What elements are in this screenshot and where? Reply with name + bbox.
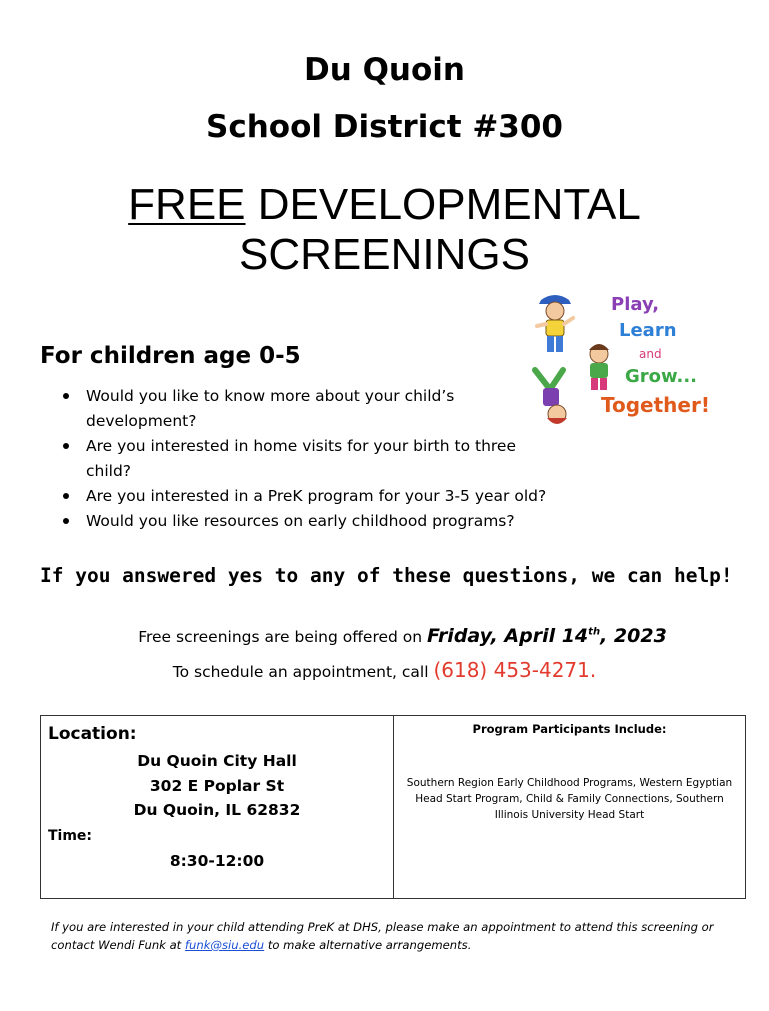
list-item: Are you interested in home visits for your birth to three child? xyxy=(62,434,546,484)
footnote-text: If you are interested in your child attending PreK at DHS, please make an appointment to attend this screening or contact Wendi Funk at xyxy=(51,920,714,952)
age-subheading: For children age 0-5 xyxy=(40,343,301,369)
district-name: Du Quoin xyxy=(303,52,465,88)
time-label: Time: xyxy=(48,828,93,844)
street-address: 302 E Poplar St xyxy=(149,777,285,795)
list-item: Would you like resources on early childhood programs? xyxy=(62,509,546,534)
venue-name: Du Quoin City Hall xyxy=(137,752,297,770)
headline-line-2: SCREENINGS xyxy=(239,230,530,279)
logo-word-play: Play, xyxy=(611,294,660,315)
district-number: School District #300 xyxy=(206,109,563,145)
logo-word-learn: Learn xyxy=(619,320,677,341)
logo-word-together: Together! xyxy=(601,393,710,417)
screening-date-line xyxy=(18,627,769,646)
headline-free: FREE xyxy=(128,180,246,229)
child-figure-icon xyxy=(537,295,573,352)
participants-cell xyxy=(394,716,745,898)
location-label: Location: xyxy=(48,724,137,744)
schedule-line xyxy=(0,660,769,681)
city-state-zip: Du Quoin, IL 62832 xyxy=(133,801,301,819)
footnote-suffix: to make alternative arrangements. xyxy=(264,938,472,952)
schedule-prefix: To schedule an appointment, call xyxy=(172,663,434,681)
play-learn-grow-logo xyxy=(527,288,717,433)
participants-heading: Program Participants Include: xyxy=(472,722,667,736)
email-link[interactable]: funk@siu.edu xyxy=(184,938,265,952)
date-ordinal: th xyxy=(588,626,601,638)
list-item: Are you interested in a PreK program for your 3-5 year old? xyxy=(62,484,546,509)
list-item: Would you like to know more about your child’s development? xyxy=(62,384,546,434)
logo-word-and: and xyxy=(639,347,662,361)
offer-prefix: Free screenings are being offered on xyxy=(138,628,428,646)
phone-number[interactable]: (618) 453-4271. xyxy=(433,658,597,682)
logo-word-grow: Grow... xyxy=(625,366,698,387)
participants-list: Southern Region Early Childhood Programs, Western Egyptian Head Start Program, Child & Family Connections, Southern Illinois University Head Start xyxy=(406,777,733,821)
screening-date: Friday, April 14th, 2023 xyxy=(427,625,667,647)
headline-developmental: DEVELOPMENTAL xyxy=(245,180,641,229)
child-figure-icon xyxy=(589,344,609,390)
location-cell xyxy=(41,716,394,898)
footnote xyxy=(51,918,731,954)
time-value: 8:30-12:00 xyxy=(169,852,265,870)
details-table xyxy=(40,715,746,899)
question-list xyxy=(62,384,546,534)
call-to-action: If you answered yes to any of these questions, we can help! xyxy=(40,564,733,587)
headline-line-1 xyxy=(0,180,769,229)
